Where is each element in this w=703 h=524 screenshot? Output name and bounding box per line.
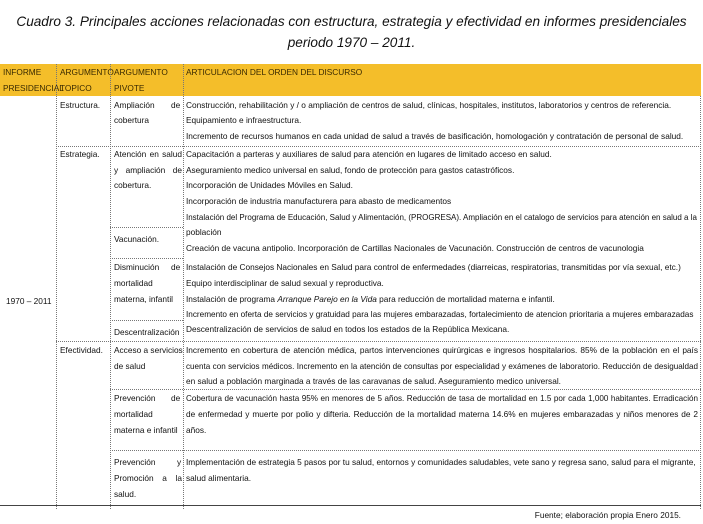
header-presidencial: PRESIDENCIAL: [3, 83, 64, 93]
row-divider: [110, 258, 183, 259]
pivot-prevencion-promocion-3: salud.: [114, 489, 137, 499]
pivot-disminucion-3: materna, infantil: [114, 294, 174, 304]
pivot-atencion-3: cobertura.: [114, 180, 152, 190]
pivot-prevencion-promocion-1: Prevención: [114, 457, 156, 467]
header-articulacion: ARTICULACION DEL ORDEN DEL DISCURSO: [186, 67, 363, 77]
articulation-text: Instalación de programa: [186, 294, 278, 304]
articulation-line: Incremento en oferta de servicios y gratuidad para las mujeres embarazadas, fortalecimiento de atencion prioritaria a mujeres embarazadas: [186, 310, 694, 319]
header-argumento-pivote-1: ARGUMENTO: [114, 67, 168, 77]
pivot-disminucion-1: Disminución: [114, 262, 160, 272]
articulation-line: cuenta con servicios médicos. Incremento en la atención de consultas por especialidad y exámenes de laboratorio. Reducción de desigualdad: [186, 362, 698, 371]
articulation-line: años.: [186, 425, 207, 435]
articulation-line: Construcción, rehabilitación y / o ampliación de centros de salud, clínicas, hospitales, institutos, laboratorios y centros de referencia.: [186, 100, 672, 110]
articulation-line: Capacitación a parteras y auxiliares de salud para atención en lugares de limitado acceso en salud.: [186, 149, 552, 159]
pivot-descentralizacion: Descentralización: [114, 327, 180, 337]
column-divider: [183, 64, 184, 509]
articulation-line: Aseguramiento medico universal en salud, fondo de protección para gastos catastróficos.: [186, 165, 515, 175]
table-header: [0, 64, 701, 96]
articulation-line: Descentralización de servicios de salud en todos los estados de la República Mexicana.: [186, 324, 510, 334]
header-argumento-topico-1: ARGUMENTO: [60, 67, 114, 77]
articulation-line: Incremento en cobertura de atención médica, partos intervenciones quirúrgicas e ingresos hospitalarios. 85% de la población en el país: [186, 345, 698, 355]
program-name: Arranque Parejo en la Vida: [277, 294, 377, 304]
pivot-disminucion-1b: de: [171, 262, 181, 272]
table-title-line-2: periodo 1970 – 2011.: [287, 35, 416, 50]
articulation-line: Instalación de Consejos Nacionales en Salud para control de enfermedades (diarreicas, respiratorias, transmitidas por vía sexual, etc.): [186, 262, 681, 272]
articulation-line: en salud a población marginada a través de las caravanas de salud. Aseguramiento medico universal.: [186, 376, 561, 386]
table-bottom-rule: [0, 505, 701, 506]
articulation-line: Incremento de recursos humanos en cada unidad de salud a través de basificación, homologación y contratación de personal de salud.: [186, 131, 684, 141]
articulation-line: población: [186, 227, 222, 237]
header-argumento-pivote-2: PIVOTE: [114, 83, 145, 93]
pivot-prevencion-promocion-1b: y: [177, 457, 182, 467]
pivot-ampliacion-1b: de: [171, 100, 181, 110]
column-divider: [56, 64, 57, 509]
articulation-text: para reducción de mortalidad materna e infantil.: [376, 294, 555, 304]
column-divider: [110, 64, 111, 509]
pivot-atencion-2: y ampliación de: [114, 165, 182, 175]
topic-efectividad: Efectividad.: [60, 345, 103, 355]
articulation-line: Implementación de estrategia 5 pasos por tu salud, entornos y comunidades saludables, vete sano y regresa sano, salud para el migrante,: [186, 457, 696, 467]
column-divider: [700, 96, 701, 509]
articulation-line: Cobertura de vacunación hasta 95% en menores de 5 años. Reducción de tasa de mortalidad en 1.5 por cada 1,000 habitantes. Erradicación: [186, 394, 698, 403]
articulation-line: Creación de vacuna antipolio. Incorporación de Cartillas Nacionales de Vacunación. Construcción de centros de vacunologia: [186, 243, 644, 253]
articulation-line: Incorporación de industria manufacturera para abasto de medicamentos: [186, 196, 452, 206]
header-informe: INFORME: [3, 67, 42, 77]
topic-estrategia: Estrategia.: [60, 149, 100, 159]
row-divider: [110, 320, 183, 321]
articulation-line: Instalación del Programa de Educación, Salud y Alimentación, (PROGRESA). Ampliación en el catalogo de servicios para atención en salud a la: [186, 213, 697, 222]
articulation-line: salud alimentaria.: [186, 473, 252, 483]
source-note: Fuente; elaboración propia Enero 2015.: [534, 510, 681, 520]
pivot-prevencion-promocion-2: Promoción a la: [114, 473, 182, 483]
table-title-line-1: Cuadro 3. Principales acciones relacionadas con estructura, estrategia y efectividad en informes presidenciales: [16, 14, 687, 29]
articulation-line: Equipamiento e infraestructura.: [186, 115, 302, 125]
row-divider: [110, 450, 701, 451]
pivot-prevencion-mortalidad-1: Prevención: [114, 393, 156, 403]
articulation-line: Equipo interdisciplinar de salud sexual y reproductiva.: [186, 278, 384, 288]
pivot-acceso-1: Acceso a servicios: [114, 345, 183, 355]
articulation-line: de enfermedad y muerte por polio y difteria. Reducción de la mortalidad materna 14.6% en mujeres embarazadas y niños menores de 2: [186, 409, 698, 419]
row-divider: [110, 227, 183, 228]
topic-estructura: Estructura.: [60, 100, 101, 110]
header-argumento-topico-2: TOPICO: [60, 83, 92, 93]
pivot-ampliacion-1: Ampliación: [114, 100, 155, 110]
pivot-vacunacion: Vacunación.: [114, 234, 160, 244]
pivot-prevencion-mortalidad-1b: de: [171, 393, 181, 403]
pivot-atencion-1: Atención en salud: [114, 149, 182, 159]
articulation-line: [186, 292, 555, 308]
pivot-ampliacion-2: cobertura: [114, 115, 150, 125]
row-divider: [56, 341, 701, 342]
pivot-acceso-2: de salud: [114, 361, 146, 371]
articulation-line: Incorporación de Unidades Móviles en Salud.: [186, 180, 353, 190]
period-label: 1970 – 2011: [6, 296, 52, 306]
pivot-prevencion-mortalidad-2: mortalidad: [114, 409, 153, 419]
pivot-disminucion-2: mortalidad: [114, 278, 153, 288]
pivot-prevencion-mortalidad-3: materna e infantil: [114, 425, 178, 435]
